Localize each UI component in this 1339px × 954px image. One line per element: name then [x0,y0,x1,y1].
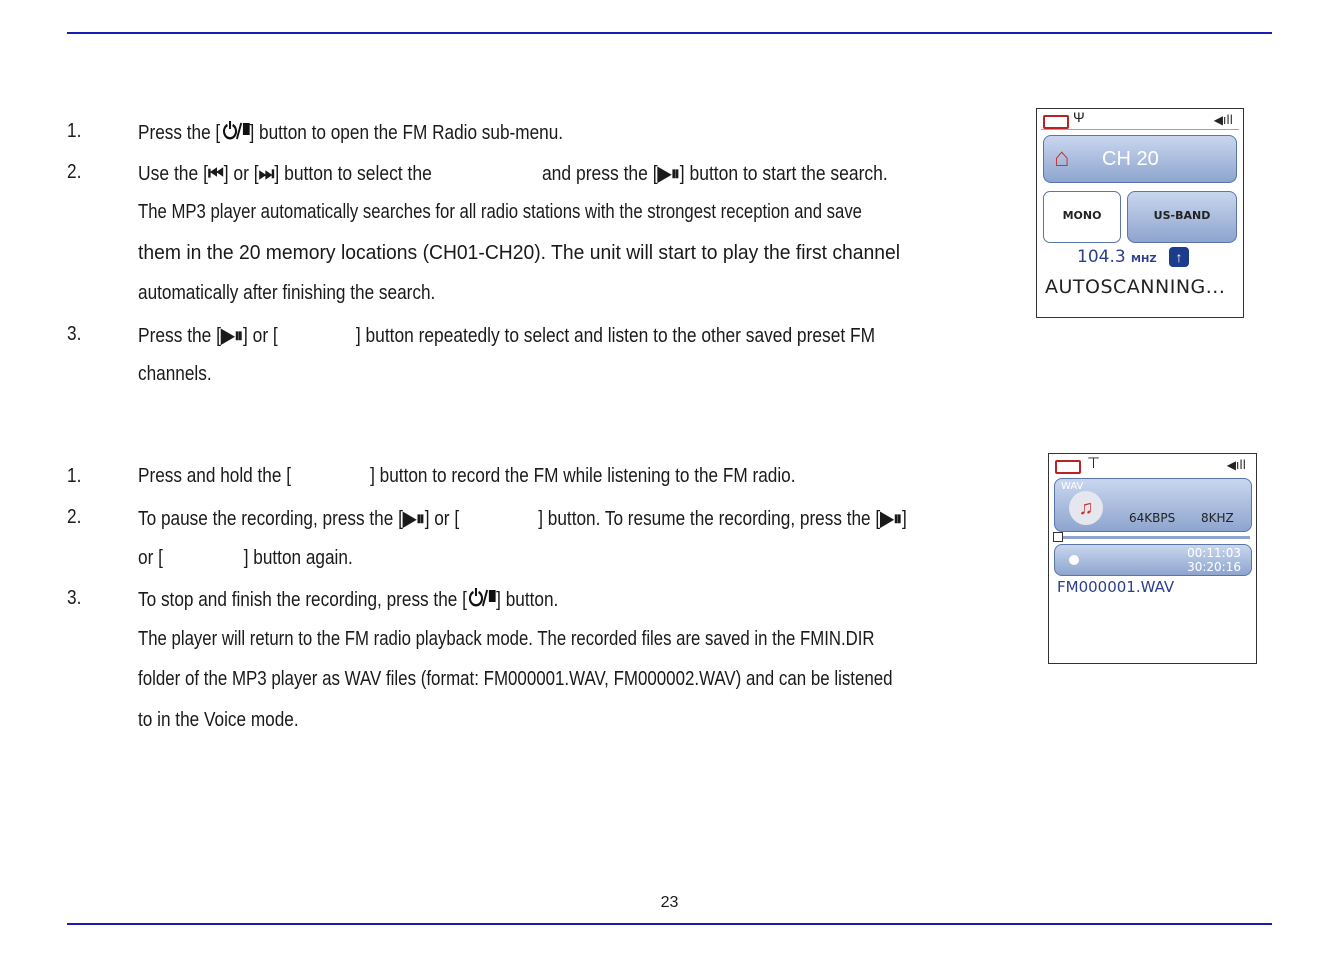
item-number: 1. [67,120,82,142]
page-number: 23 [660,894,679,911]
play-pause-icon: ▶⏸ [402,508,425,530]
instruction-line: To pause the recording, press the [▶⏸] or [ ] button. To resume the recording, press the [▶⏸] [138,508,907,530]
record-icon [1069,555,1079,565]
music-note-icon: ♫ [1069,491,1103,525]
play-pause-icon: ▶⏸ [880,508,903,530]
text-fragment: To pause the recording, press the [ [138,508,403,530]
paragraph-line: channels. [138,363,212,385]
time-panel [1054,544,1252,576]
text-fragment: ] button repeatedly to select and listen to the other saved preset FM [355,325,876,347]
instruction-line [138,547,353,570]
text-fragment: Press the [ [138,325,221,347]
file-name: FM000001.WAV [1057,578,1175,596]
instruction-line [138,120,563,148]
prev-icon: ⏮ [207,163,224,185]
bitrate-label: 64KBPS [1129,511,1176,525]
mono-label: MONO [1062,209,1102,222]
instruction-line [138,587,558,615]
item-number: 2. [67,161,82,183]
elapsed-time: 00:11:03 [1187,546,1241,560]
home-icon: ⌂ [1054,142,1070,172]
battery-icon [1055,460,1081,474]
microphone-icon: ⊤ [1087,455,1101,472]
text-fragment: Use the [ [138,163,208,185]
instruction-line [138,161,888,186]
bottom-rule [67,923,1272,925]
item-number: 1. [67,465,82,487]
frequency-unit: MHZ [1131,254,1157,265]
paragraph-line: The player will return to the FM radio playback mode. The recorded files are saved in the FMIN.DIR [138,628,875,650]
text-fragment: and press the [ [541,163,658,185]
next-icon: ⏭ [258,163,275,185]
text-fragment: ] or [ [223,163,259,185]
text-fragment: ] button to open the FM Radio sub-menu. [249,122,564,144]
sample-rate-label: 8KHZ [1201,511,1234,525]
text-fragment: or [ [138,547,163,569]
play-pause-icon: ▶⏸ [220,325,244,347]
paragraph-line: automatically after finishing the search. [138,282,436,304]
text-fragment: ] button to start the search. [679,163,888,185]
text-fragment: Press the [ [138,122,221,144]
channel-label: CH 20 [1102,148,1159,170]
fm-recording-screenshot [1048,453,1257,664]
text-fragment: ] or [ [243,325,278,347]
fm-radio-screenshot [1036,108,1244,318]
instruction-line [138,465,796,488]
text-fragment: ] button to record the FM while listening to the FM radio. [370,465,796,487]
arrow-up-icon: ↑ [1169,247,1189,267]
power-stop-icon [220,120,249,148]
item-number: 3. [67,587,82,609]
text-fragment: ] button. [496,589,559,611]
volume-icon: ◀ıll [1213,113,1233,127]
band-button [1127,191,1237,243]
text-fragment: To stop and finish the recording, press the [ [138,589,467,611]
frequency-value: 104.3 [1077,247,1126,267]
channel-panel [1043,135,1237,183]
top-rule [67,32,1272,34]
autoscan-status: AUTOSCANNING... [1045,276,1226,298]
item-number: 2. [67,506,82,528]
paragraph-line: to in the Voice mode. [138,709,299,731]
volume-icon: ◀ıll [1226,458,1246,472]
text-fragment: ] button to select the [274,163,432,185]
play-pause-icon: ▶⏸ [657,163,680,185]
band-label: US-BAND [1153,209,1211,222]
battery-icon [1043,115,1069,129]
text-fragment: Press and hold the [ [138,465,291,487]
text-fragment: ] button. To resume the recording, press the [ [538,508,881,530]
item-number: 3. [67,323,82,345]
total-time: 30:20:16 [1187,560,1241,574]
recording-info-panel [1054,478,1252,532]
paragraph-line: The MP3 player automatically searches for all radio stations with the strongest reception and save [138,201,862,223]
progress-bar [1054,536,1250,539]
progress-handle [1053,532,1063,542]
text-fragment: ] or [ [424,508,460,530]
paragraph-line: folder of the MP3 player as WAV files (format: FM000001.WAV, FM000002.WAV) and can be listened [138,668,893,690]
format-label: WAV [1061,481,1084,492]
text-fragment: ] button again. [243,547,353,569]
mono-button [1043,191,1121,243]
antenna-icon: Ψ [1073,109,1085,125]
paragraph-line: them in the 20 memory locations (CH01-CH20). The unit will start to play the first channel [138,242,901,264]
instruction-line [138,323,875,348]
power-stop-icon [467,587,496,615]
